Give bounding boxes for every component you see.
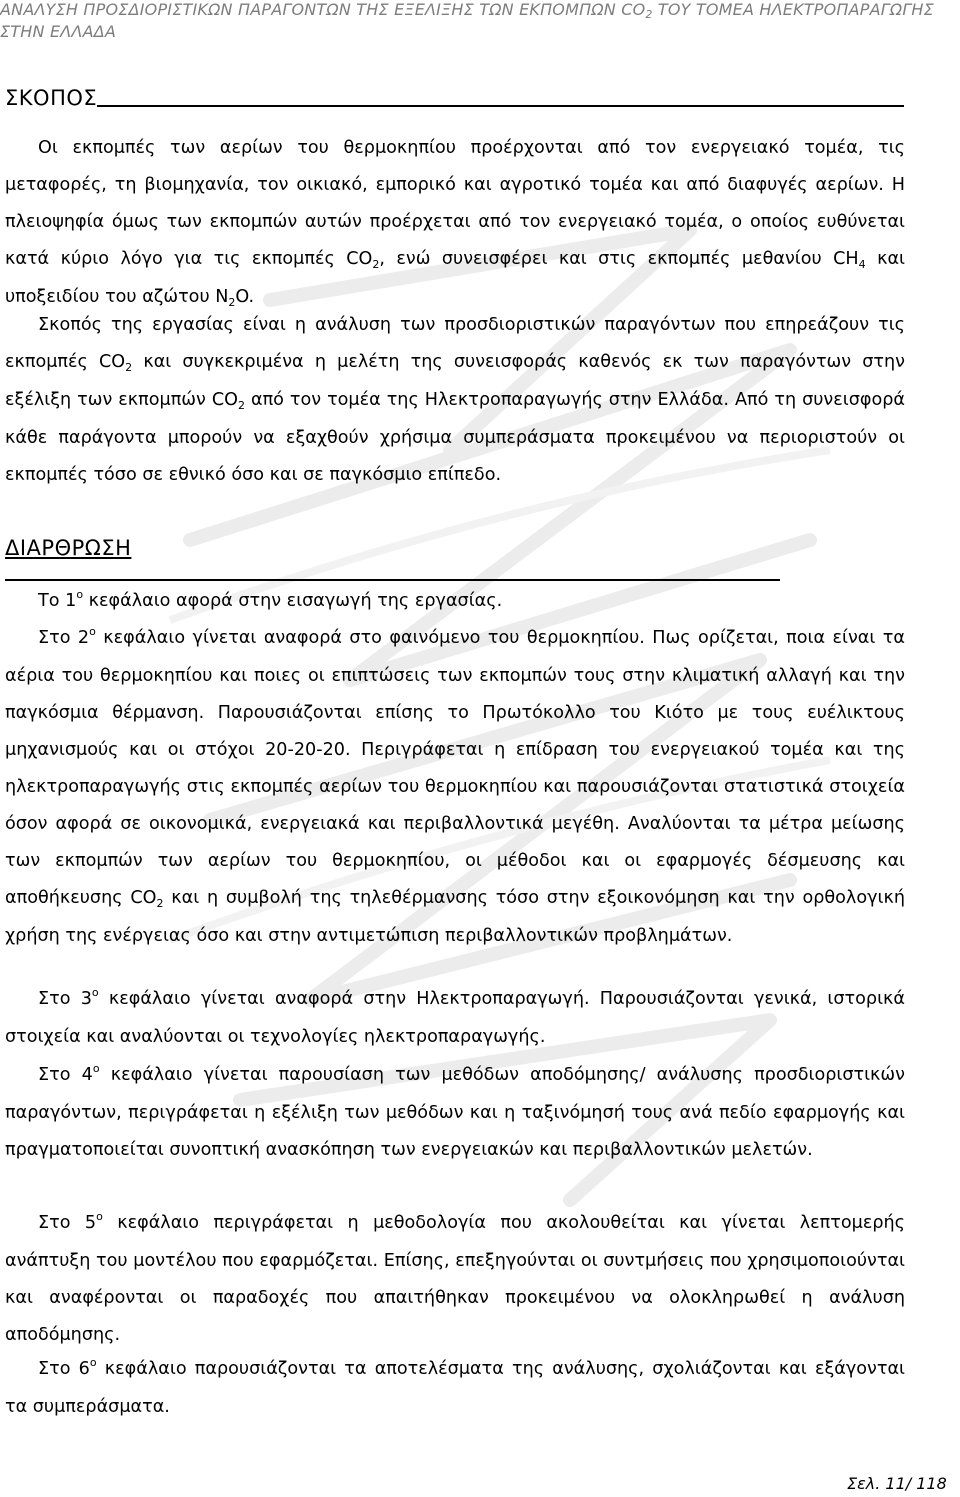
chapter-1-paragraph: Το $1^o$ κεφάλαιο αφορά στην εισαγωγή της εργασίας.	[38, 588, 503, 611]
chapter-5-paragraph: Στο $5^o$ κεφάλαιο περιγράφεται η μεθοδολογία που ακολουθείται και γίνεται λεπτομερής ανάπτυξη του μοντέλου που εφαρμόζεται. Επίσης, επεξηγούνται οι συντμήσεις που χρησιμοποιούνται και αναφέρονται οι παραδοχές που απαιτήθηκαν προκειμένου να ολοκληρωθεί η ανάλυση αποδόμησης.	[5, 1210, 905, 1345]
chapter-2-paragraph: Στο $2^o$ κεφάλαιο γίνεται αναφορά στο φαινόμενο του θερμοκηπίου. Πως ορίζεται, ποια είναι τα αέρια του θερμοκηπίου και ποιες οι επιπτώσεις των εκπομπών τους στην κλιματική αλλαγή και την παγκόσμια θέρμανση. Παρουσιάζονται επίσης το Πρωτόκολλο του Κιότο με τους ευέλικτους μηχανισμούς και οι στόχοι 20-20-20. Περιγράφεται η επίδραση του ενεργειακού τομέα και της ηλεκτροπαραγωγής στις εκπομπές αερίων του θερμοκηπίου και παρουσιάζονται στατιστικά στοιχεία όσον αφορά σε οικονομικά, ενεργειακά και περιβαλλοντικά μεγέθη. Αναλύονται τα μέτρα μείωσης των εκπομπών των αερίων του θερμοκηπίου, οι μέθοδοι και οι εφαρμογές δέσμευσης και αποθήκευσης $CO_2$ και η συμβολή της τηλεθέρμανσης τόσο στην εξοικονόμηση και την ορθολογική χρήση της ενέργειας όσο και στην αντιμετώπιση περιβαλλοντικών προβλημάτων.	[5, 625, 905, 946]
running-header-line-2: ΣΤΗΝ ΕΛΛΑΔΑ	[0, 22, 117, 41]
chapter-3-paragraph: Στο $3^o$ κεφάλαιο γίνεται αναφορά στην Ηλεκτροπαραγωγή. Παρουσιάζονται γενικά, ιστορικά στοιχεία και αναλύονται οι τεχνολογίες ηλεκτροπαραγωγής.	[5, 986, 905, 1047]
chapter-4-paragraph: Στο $4^o$ κεφάλαιο γίνεται παρουσίαση των μεθόδων αποδόμησης/ ανάλυσης προσδιοριστικών παραγόντων, περιγράφεται η εξέλιξη των μεθόδων και η ταξινόμησή τους ανά πεδίο εφαρμογής και πραγματοποιείται συνοπτική ανασκόπηση των ενεργειακών και περιβαλλοντικών μελετών.	[5, 1062, 905, 1160]
scope-paragraph-1: Οι εκπομπές των αερίων του θερμοκηπίου προέρχονται από τον ενεργειακό τομέα, τις μεταφορές, τη βιομηχανία, τον οικιακό, εμπορικό και αγροτικό τομέα και από διαφυγές αερίων. Η πλειοψηφία όμως των εκπομπών αυτών προέρχεται από τον ενεργειακό τομέα, ο οποίος ευθύνεται κατά κύριο λόγο για τις εκπομπές $CO_2$, ενώ συνεισφέρει και στις εκπομπές μεθανίου $CH_4$ και υποξειδίου του αζώτου $N_2O$.	[5, 138, 906, 309]
page-number: Σελ. 11/ 118	[847, 1474, 947, 1493]
running-header-line-1: ΑΝΑΛΥΣΗ ΠΡΟΣΔΙΟΡΙΣΤΙΚΩΝ ΠΑΡΑΓΟΝΤΩΝ ΤΗΣ ΕΞΕΛΙΞΗΣ ΤΩΝ ΕΚΠΟΜΠΩΝ $CO_2$ ΤΟΥ ΤΟΜΕΑ ΗΛΕΚΤΡΟΠΑΡΑΓΩΓΗΣ	[0, 0, 934, 21]
section-heading-scope: ΣΚΟΠΟΣ	[5, 86, 905, 110]
running-header	[0, 0, 935, 42]
chapter-6-paragraph: Στο $6^o$ κεφάλαιο παρουσιάζονται τα αποτελέσματα της ανάλυσης, σχολιάζονται και εξάγονται τα συμπεράσματα.	[5, 1356, 906, 1417]
scope-paragraph-2: Σκοπός της εργασίας είναι η ανάλυση των προσδιοριστικών παραγόντων που επηρεάζουν τις εκπομπές $CO_2$ και συγκεκριμένα η μελέτη της συνεισφοράς καθενός εκ των παραγόντων στην εξέλιξη των εκπομπών $CO_2$ από τον τομέα της Ηλεκτροπαραγωγής στην Ελλάδα. Από τη συνεισφορά κάθε παράγοντα μπορούν να εξαχθούν χρήσιμα συμπεράσματα προκειμένου να περιοριστούν οι εκπομπές τόσο σε εθνικό όσο και σε παγκόσμιο επίπεδο.	[5, 315, 905, 485]
section-heading-structure: ΔΙΑΡΘΡΩΣΗ	[5, 536, 905, 584]
